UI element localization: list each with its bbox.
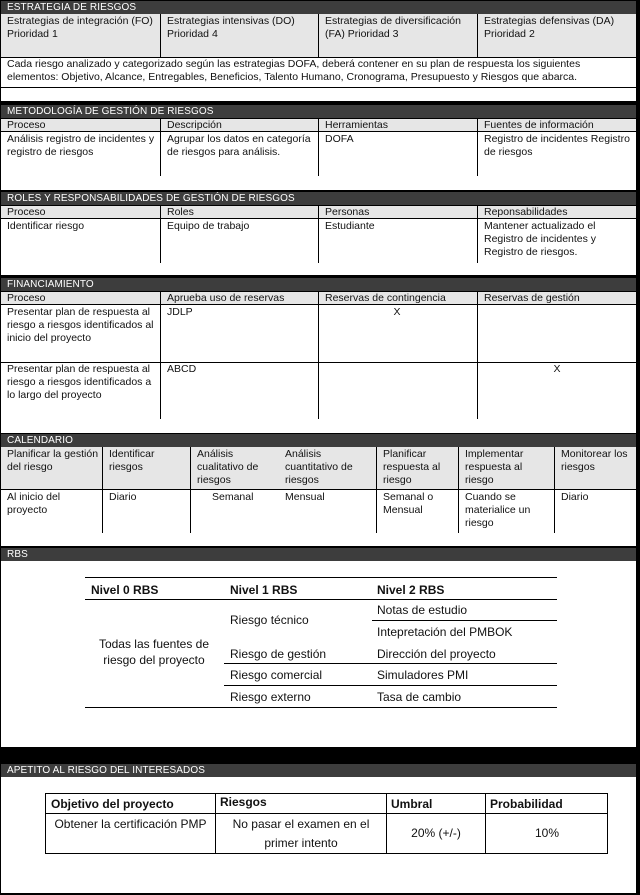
calendario-header-monitorear: Monitorear los riesgos xyxy=(561,448,628,473)
calendario-cell-identificar: Diario xyxy=(109,491,137,503)
section-title-rbs: RBS xyxy=(1,548,636,561)
estrategia-col-fa: Estrategias de diversificación (FA) Prioridad 3 xyxy=(325,15,461,40)
calendario-cell-planificar-gestion: Al inicio del proyecto xyxy=(7,491,61,516)
section-title-estrategia: ESTRATEGIA DE RIESGOS xyxy=(1,1,636,14)
metodologia-panel xyxy=(1,118,636,190)
calendario-header-cuantitativo: Análisis cuantitativo de riesgos xyxy=(285,448,353,486)
apetito-header-probabilidad: Probabilidad xyxy=(490,797,563,811)
rbs-nivel2-notas: Notas de estudio xyxy=(377,603,468,617)
estrategia-col-da: Estrategias defensivas (DA) Prioridad 2 xyxy=(484,15,615,40)
calendario-cell-cuantitativo: Mensual xyxy=(285,491,325,503)
financiamiento-header-contingencia: Reservas de contingencia xyxy=(325,292,446,304)
estrategia-col-fo: Estrategias de integración (FO) Prioridad 1 xyxy=(7,15,153,40)
financiamiento-row1-proceso: Presentar plan de respuesta al riesgo a riesgos identificados al inicio del proyecto xyxy=(7,306,154,344)
calendario-header-planificar-gestion: Planificar la gestión del riesgo xyxy=(7,448,99,473)
rbs-header-nivel0: Nivel 0 RBS xyxy=(91,583,159,597)
metodologia-header-herramientas: Herramientas xyxy=(325,119,389,131)
calendario-header-identificar: Identificar riesgos xyxy=(109,448,155,473)
apetito-panel xyxy=(1,777,636,893)
section-title-calendario: CALENDARIO xyxy=(1,434,636,447)
apetito-header-umbral: Umbral xyxy=(391,797,433,811)
apetito-header-objetivo: Objetivo del proyecto xyxy=(51,797,174,811)
metodologia-cell-descripcion: Agrupar los datos en categoría de riesgos para análisis. xyxy=(167,133,311,158)
apetito-cell-umbral: 20% (+/-) xyxy=(411,826,461,840)
rbs-nivel0-cell: Todas las fuentes de riesgo del proyecto xyxy=(98,637,210,667)
roles-panel xyxy=(1,205,636,275)
financiamiento-header-aprueba: Aprueba uso de reservas xyxy=(167,292,285,304)
section-title-apetito: APETITO AL RIESGO DEL INTERESADOS xyxy=(1,764,636,777)
calendario-cell-cualitativo: Semanal xyxy=(212,491,254,503)
financiamiento-header-proceso: Proceso xyxy=(7,292,46,304)
section-title-financiamiento: FINANCIAMIENTO xyxy=(1,278,636,291)
financiamiento-row1-contingencia: X xyxy=(393,306,401,318)
apetito-cell-objetivo: Obtener la certificación PMP xyxy=(54,817,207,831)
rbs-nivel2-pmbok: Intepretación del PMBOK xyxy=(377,625,513,639)
financiamiento-row2-aprueba: ABCD xyxy=(167,363,197,375)
metodologia-header-fuentes: Fuentes de información xyxy=(484,119,594,131)
rbs-header-nivel1: Nivel 1 RBS xyxy=(230,583,298,597)
rbs-nivel1-comercial: Riesgo comercial xyxy=(230,668,323,682)
roles-cell-roles: Equipo de trabajo xyxy=(167,220,250,232)
rbs-nivel1-tecnico: Riesgo técnico xyxy=(230,613,309,627)
roles-header-roles: Roles xyxy=(167,206,194,218)
calendario-cell-implementar: Cuando se materialice un riesgo xyxy=(465,491,531,529)
metodologia-cell-proceso: Análisis registro de incidentes y registro de riesgos xyxy=(7,133,155,158)
financiamiento-panel xyxy=(1,291,636,433)
financiamiento-row2-proceso: Presentar plan de respuesta al riesgo a riesgos identificados a lo largo del proyecto xyxy=(7,363,152,401)
metodologia-header-descripcion: Descripción xyxy=(167,119,222,131)
rbs-nivel2-tasa: Tasa de cambio xyxy=(377,690,462,704)
rbs-nivel2-simuladores: Simuladores PMI xyxy=(377,668,469,682)
metodologia-cell-fuentes: Registro de incidentes Registro de riesgos xyxy=(484,133,630,158)
estrategia-col-do: Estrategias intensivas (DO) Prioridad 4 xyxy=(167,15,295,40)
calendario-panel xyxy=(1,447,636,546)
rbs-nivel1-externo: Riesgo externo xyxy=(230,690,311,704)
apetito-header-riesgos: Riesgos xyxy=(220,795,267,809)
estrategia-panel xyxy=(1,14,636,101)
rbs-nivel2-direccion: Dirección del proyecto xyxy=(377,647,496,661)
roles-cell-responsabilidades: Mantener actualizado el Registro de incidentes y Registro de riesgos. xyxy=(484,220,597,258)
roles-cell-proceso: Identificar riesgo xyxy=(7,220,85,232)
rbs-panel xyxy=(1,561,636,747)
calendario-cell-planificar-respuesta: Semanal o Mensual xyxy=(383,491,434,516)
section-title-metodologia: METODOLOGÍA DE GESTIÓN DE RIESGOS xyxy=(1,105,636,118)
metodologia-header-proceso: Proceso xyxy=(7,119,46,131)
calendario-header-cualitativo: Análisis cualitativo de riesgos xyxy=(197,448,259,486)
roles-header-personas: Personas xyxy=(325,206,370,218)
metodologia-cell-herramientas: DOFA xyxy=(325,133,354,145)
rbs-nivel1-gestion: Riesgo de gestión xyxy=(230,647,327,661)
rbs-header-nivel2: Nivel 2 RBS xyxy=(377,583,445,597)
apetito-cell-riesgos: No pasar el examen en el primer intento xyxy=(232,817,370,850)
financiamiento-row2-gestion: X xyxy=(553,363,561,375)
roles-cell-personas: Estudiante xyxy=(325,220,375,232)
calendario-header-implementar: Implementar respuesta al riesgo xyxy=(465,448,524,486)
roles-header-proceso: Proceso xyxy=(7,206,46,218)
financiamiento-header-gestion: Reservas de gestión xyxy=(484,292,580,304)
financiamiento-row1-aprueba: JDLP xyxy=(167,306,193,318)
estrategia-note: Cada riesgo analizado y categorizado según las estrategias DOFA, deberá contener en su plan de respuesta los siguientes elementos: Objetivo, Alcance, Entregables, Beneficios, Talento Humano, Cronograma, Presupuesto y Riesgos que abarca. xyxy=(7,58,581,83)
section-title-roles: ROLES Y RESPONSABILIDADES DE GESTIÓN DE RIESGOS xyxy=(1,192,636,205)
apetito-cell-probabilidad: 10% xyxy=(534,826,560,840)
roles-header-responsabilidades: Reponsabilidades xyxy=(484,206,568,218)
calendario-cell-monitorear: Diario xyxy=(561,491,589,503)
calendario-header-planificar-respuesta: Planificar respuesta al riesgo xyxy=(383,448,441,486)
